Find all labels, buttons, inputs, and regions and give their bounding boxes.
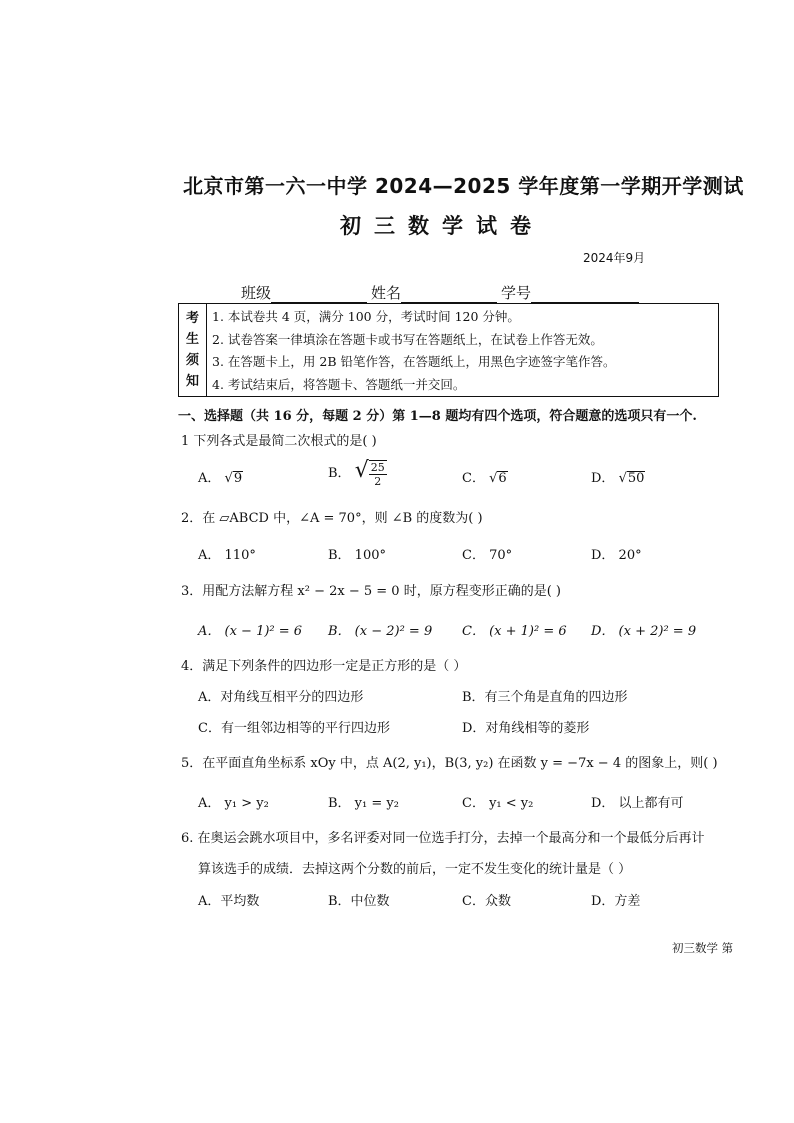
sqrt-sign: √	[354, 458, 369, 483]
name-blank[interactable]	[401, 288, 497, 303]
q1-option-a[interactable]	[198, 467, 243, 486]
fraction	[369, 460, 387, 488]
question-6-stem: 6. 在奥运会跳水项目中，多名评委对同一位选手打分，去掉一个最高分和一个最低分后再计	[181, 831, 705, 846]
page-footer: 初三数学 第	[672, 941, 734, 955]
q5-option-b[interactable]: B． y₁ = y₂	[328, 796, 399, 811]
q5-option-d[interactable]: D． 以上都有可	[591, 796, 684, 811]
id-label: 学号	[501, 284, 532, 302]
q5-option-a[interactable]: A． y₁ > y₂	[198, 796, 269, 811]
radicand: 9	[233, 471, 243, 486]
notice-char: 知	[185, 374, 199, 389]
q2-option-c[interactable]: C． 70°	[462, 548, 513, 563]
notice-item: 1. 本试卷共 4 页，满分 100 分，考试时间 120 分钟。	[212, 309, 520, 324]
q4-option-c[interactable]: C．有一组邻边相等的平行四边形	[198, 721, 390, 736]
notice-char: 生	[185, 332, 199, 347]
q1-option-c[interactable]	[462, 467, 508, 486]
q3-option-d[interactable]: D． (x + 2)² = 9	[591, 624, 697, 639]
name-label: 姓名	[371, 284, 402, 302]
notice-item: 3. 在答题卡上，用 2B 铅笔作答，在答题纸上，用黑色字迹签字笔作答。	[212, 354, 616, 369]
q6-option-d[interactable]: D．方差	[591, 894, 641, 909]
numerator: 25	[370, 460, 385, 474]
option-label: C．	[462, 471, 485, 486]
radicand: 50	[627, 471, 645, 486]
question-5-stem: 5．在平面直角坐标系 xOy 中，点 A(2, y₁)，B(3, y₂) 在函数 y = −7x − 4 的图象上，则( )	[181, 756, 718, 771]
option-label: A．	[198, 471, 221, 486]
notice-char: 须	[185, 353, 199, 368]
notice-item: 2. 试卷答案一律填涂在答题卡或书写在答题纸上，在试卷上作答无效。	[212, 331, 603, 347]
class-label: 班级	[241, 284, 272, 302]
option-label: B．	[328, 466, 351, 481]
q1-option-b[interactable]	[328, 458, 387, 488]
q3-option-c[interactable]: C． (x + 1)² = 6	[462, 624, 567, 639]
q3-option-a[interactable]: A． (x − 1)² = 6	[198, 624, 303, 639]
sqrt-sign: √	[489, 471, 498, 486]
notice-item: 4. 考试结束后，将答题卡、答题纸一并交回。	[212, 376, 466, 392]
q4-option-a[interactable]: A．对角线互相平分的四边形	[198, 690, 364, 705]
denominator: 2	[374, 474, 382, 488]
q6-option-a[interactable]: A．平均数	[198, 894, 260, 909]
q2-option-b[interactable]: B． 100°	[328, 548, 386, 563]
notice-side-label	[179, 304, 207, 396]
question-2-stem: 2．在 ▱ABCD 中，∠A = 70°，则 ∠B 的度数为( )	[181, 511, 483, 526]
id-blank[interactable]	[531, 288, 639, 303]
exam-notice-box	[178, 303, 719, 397]
question-1-stem: 1 下列各式是最简二次根式的是( )	[181, 434, 377, 449]
q6-option-b[interactable]: B．中位数	[328, 894, 390, 909]
q4-option-b[interactable]: B．有三个角是直角的四边形	[462, 690, 628, 705]
q2-option-d[interactable]: D． 20°	[591, 548, 642, 563]
q6-option-c[interactable]: C．众数	[462, 894, 511, 909]
q2-option-a[interactable]: A． 110°	[198, 548, 256, 563]
question-6-stem-cont: 算该选手的成绩．去掉这两个分数的前后，一定不发生变化的统计量是（ ）	[198, 862, 632, 877]
notice-char: 考	[185, 311, 199, 326]
question-3-stem: 3．用配方法解方程 x² − 2x − 5 = 0 时，原方程变形正确的是( )	[181, 584, 561, 599]
q4-option-d[interactable]: D．对角线相等的菱形	[462, 721, 590, 736]
section-heading: 一、选择题（共 16 分，每题 2 分）第 1—8 题均有四个选项，符合题意的选项只有一个.	[178, 409, 697, 424]
q3-option-b[interactable]: B． (x − 2)² = 9	[328, 624, 433, 639]
exam-title: 北京市第一六一中学 2024—2025 学年度第一学期开学测试	[183, 174, 744, 198]
exam-subtitle: 初三数学试卷	[340, 214, 544, 238]
student-info-fields	[241, 282, 643, 303]
option-label: D．	[591, 471, 615, 486]
exam-date: 2024年9月	[583, 251, 646, 265]
question-4-stem: 4．满足下列条件的四边形一定是正方形的是（ ）	[181, 659, 467, 674]
sqrt-sign: √	[618, 471, 627, 486]
sqrt-sign: √	[224, 471, 233, 486]
q1-option-d[interactable]	[591, 467, 645, 486]
radicand: 6	[498, 471, 507, 486]
class-blank[interactable]	[271, 288, 367, 303]
q5-option-c[interactable]: C． y₁ < y₂	[462, 796, 534, 811]
notice-items	[212, 306, 616, 396]
